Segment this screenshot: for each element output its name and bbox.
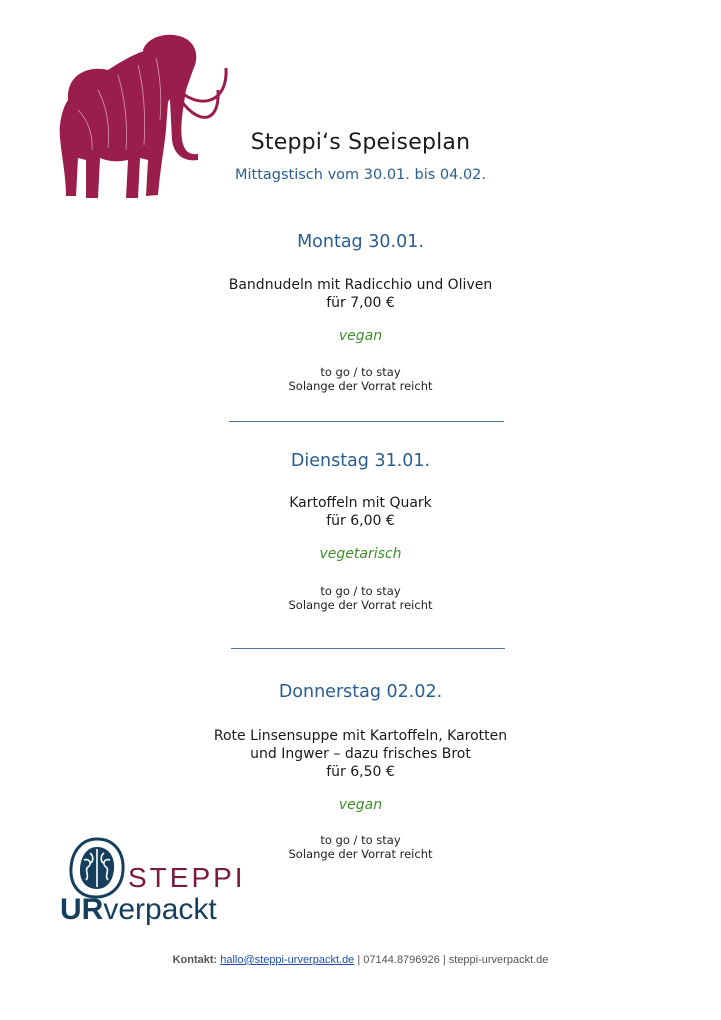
dish-line: Kartoffeln mit Quark	[289, 495, 432, 511]
dish-description	[0, 727, 721, 781]
dish-line: und Ingwer – dazu frisches Brot	[250, 746, 471, 762]
footer-separator: |	[439, 954, 449, 966]
mammoth-icon	[48, 30, 233, 210]
note-line: Solange der Vorrat reicht	[288, 847, 433, 861]
footer-email-link[interactable]: hallo@steppi-urverpackt.de	[220, 954, 355, 966]
dish-description	[0, 494, 721, 530]
dish-price: für 7,00 €	[326, 295, 395, 311]
dish-price: für 6,00 €	[326, 513, 395, 529]
day-heading-thursday: Donnerstag 02.02.	[278, 682, 443, 702]
divider	[231, 648, 505, 649]
diet-label: vegetarisch	[319, 546, 402, 562]
logo-word-steppi: STEPPI	[128, 862, 246, 893]
note-line: Solange der Vorrat reicht	[288, 379, 433, 393]
page-subtitle: Mittagstisch vom 30.01. bis 04.02.	[234, 167, 487, 183]
diet-label: vegan	[338, 328, 383, 344]
footer-contact	[0, 954, 721, 966]
note-line: to go / to stay	[320, 584, 401, 598]
walnut-logo-icon	[66, 836, 128, 900]
dish-description	[0, 276, 721, 312]
footer-label: Kontakt:	[172, 954, 221, 966]
footer-phone: 07144.8796926	[363, 954, 440, 966]
logo-word-verpackt: verpackt	[103, 893, 217, 926]
note-line: to go / to stay	[320, 365, 401, 379]
logo-word-ur: UR	[60, 893, 104, 926]
note-line: Solange der Vorrat reicht	[288, 598, 433, 612]
dish-line: Bandnudeln mit Radicchio und Oliven	[228, 277, 493, 293]
day-heading-monday: Montag 30.01.	[297, 232, 424, 252]
footer-separator: |	[354, 954, 364, 966]
day-notes	[0, 365, 721, 393]
dish-price: für 6,50 €	[326, 764, 395, 780]
footer-website: steppi-urverpackt.de	[448, 954, 549, 966]
day-notes	[0, 584, 721, 612]
day-heading-tuesday: Dienstag 31.01.	[290, 451, 431, 471]
divider	[229, 421, 504, 422]
logo-word-urverpackt	[60, 893, 217, 927]
page-title: Steppi‘s Speiseplan	[250, 130, 471, 155]
diet-label: vegan	[338, 797, 383, 813]
note-line: to go / to stay	[320, 833, 401, 847]
dish-line: Rote Linsensuppe mit Kartoffeln, Karotten	[213, 728, 508, 744]
